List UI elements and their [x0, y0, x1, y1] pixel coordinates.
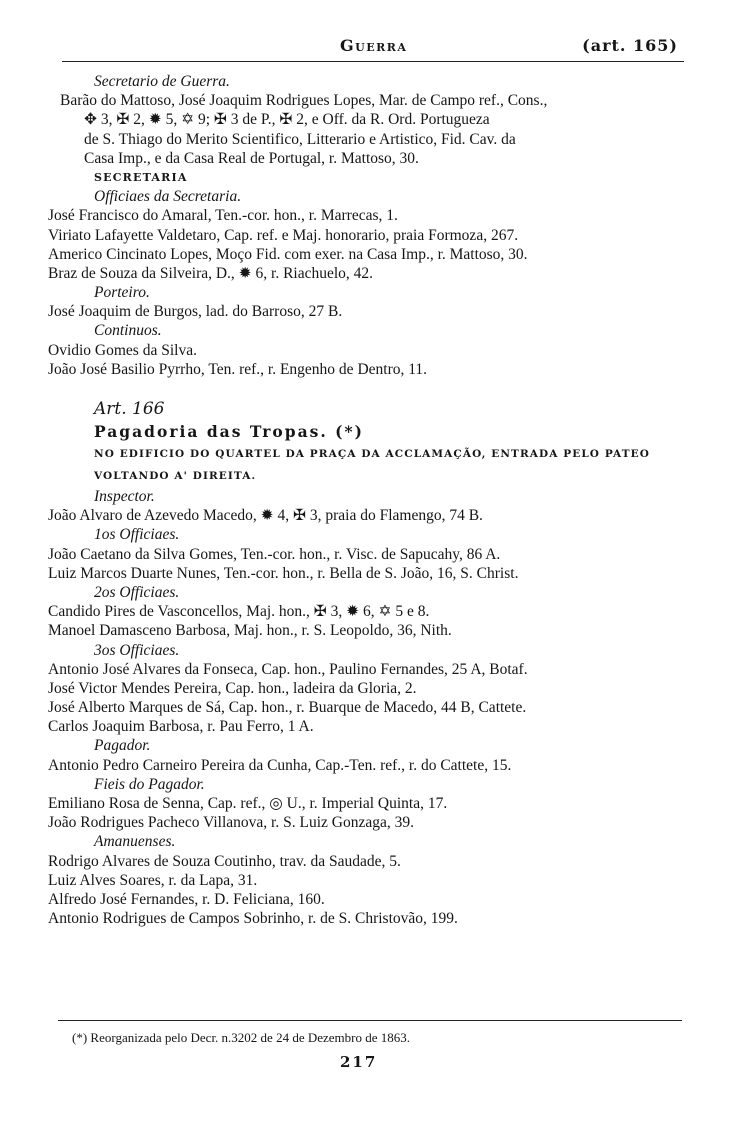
- section-subheading: Porteiro.: [94, 284, 150, 302]
- entry-line: Viriato Lafayette Valdetaro, Cap. ref. e Maj. honorario, praia Formoza, 267.: [48, 226, 519, 244]
- entry-line: ✥ 3, ✠ 2, ✹ 5, ✡ 9; ✠ 3 de P., ✠ 2, e Off. da R. Ord. Portugueza: [84, 111, 490, 129]
- section-subheading: Fieis do Pagador.: [94, 775, 205, 793]
- entry-line: SECRETARIA: [94, 170, 188, 184]
- article-reference: (art. 165): [582, 36, 678, 55]
- entry-line: Luiz Alves Soares, r. da Lapa, 31.: [48, 871, 258, 889]
- running-title: Guerra: [340, 36, 408, 55]
- section-subheading: Inspector.: [94, 488, 155, 505]
- entry-line: Antonio José Alvares da Fonseca, Cap. hon., Paulino Fernandes, 25 A, Botaf.: [48, 660, 528, 678]
- entry-line: José Alberto Marques de Sá, Cap. hon., r. Buarque de Macedo, 44 B, Cattete.: [48, 699, 527, 717]
- entry-line: Barão do Mattoso, José Joaquim Rodrigues Lopes, Mar. de Campo ref., Cons.,: [60, 92, 548, 110]
- section-subheading: 1os Officiaes.: [94, 526, 180, 544]
- entry-line: João Rodrigues Pacheco Villanova, r. S. Luiz Gonzaga, 39.: [48, 814, 414, 832]
- entry-line: Emiliano Rosa de Senna, Cap. ref., ◎ U., r. Imperial Quinta, 17.: [48, 795, 448, 812]
- entry-line: Rodrigo Alvares de Souza Coutinho, trav. da Saudade, 5.: [48, 852, 401, 870]
- entry-line: João Alvaro de Azevedo Macedo, ✹ 4, ✠ 3, praia do Flamengo, 74 B.: [48, 507, 483, 525]
- page-body: [48, 72, 688, 928]
- section-title: Pagadoria das Tropas. (*): [94, 422, 364, 441]
- section-subheading: Secretario de Guerra.: [94, 73, 230, 90]
- pagadoria-block: [48, 487, 688, 928]
- entry-line: Americo Cincinato Lopes, Moço Fid. com exer. na Casa Imp., r. Mattoso, 30.: [48, 245, 528, 263]
- entry-line: Antonio Rodrigues de Campos Sobrinho, r. de S. Christovão, 199.: [48, 910, 458, 928]
- entry-line: Casa Imp., e da Casa Real de Portugal, r. Mattoso, 30.: [84, 149, 419, 167]
- page-number: 217: [340, 1053, 378, 1071]
- section-subheading: 3os Officiaes.: [94, 641, 180, 659]
- entry-line: Braz de Souza da Silveira, D., ✹ 6, r. Riachuelo, 42.: [48, 264, 374, 282]
- section-subheading: Amanuenses.: [94, 833, 176, 851]
- entry-line: de S. Thiago do Merito Scientifico, Litterario e Artistico, Fid. Cav. da: [84, 130, 516, 148]
- footnote: (*) Reorganizada pelo Decr. n.3202 de 24 de Dezembro de 1863.: [72, 1030, 411, 1045]
- entry-line: Carlos Joaquim Barbosa, r. Pau Ferro, 1 A.: [48, 718, 314, 736]
- section-subheading: Pagador.: [94, 737, 151, 755]
- entry-line: José Joaquim de Burgos, lad. do Barroso, 27 B.: [48, 303, 343, 321]
- footnote-rule: [58, 1020, 682, 1021]
- entry-line: Candido Pires de Vasconcellos, Maj. hon., ✠ 3, ✹ 6, ✡ 5 e 8.: [48, 603, 430, 621]
- entry-line: José Francisco do Amaral, Ten.-cor. hon., r. Marrecas, 1.: [48, 207, 398, 225]
- location-notice-line: VOLTANDO A' DIREITA.: [94, 470, 257, 482]
- article-heading: Art. 166: [94, 399, 165, 419]
- section-subheading: 2os Officiaes.: [94, 583, 180, 601]
- entry-line: Ovidio Gomes da Silva.: [48, 341, 197, 359]
- entry-line: Antonio Pedro Carneiro Pereira da Cunha, Cap.-Ten. ref., r. do Cattete, 15.: [48, 756, 512, 774]
- entry-line: Manoel Damasceno Barbosa, Maj. hon., r. S. Leopoldo, 36, Nith.: [48, 622, 452, 640]
- secretaria-block: [48, 72, 688, 379]
- section-subheading: Continuos.: [94, 322, 162, 340]
- entry-line: João Caetano da Silva Gomes, Ten.-cor. hon., r. Visc. de Sapucahy, 86 A.: [48, 545, 501, 563]
- entry-line: José Victor Mendes Pereira, Cap. hon., ladeira da Gloria, 2.: [48, 679, 417, 697]
- page-header: [40, 34, 680, 60]
- location-notice-line: NO EDIFICIO DO QUARTEL DA PRAÇA DA ACCLAMAÇÃO, ENTRADA PELO PATEO: [94, 448, 650, 460]
- entry-line: Alfredo José Fernandes, r. D. Feliciana, 160.: [48, 890, 325, 908]
- entry-line: João José Basilio Pyrrho, Ten. ref., r. Engenho de Dentro, 11.: [48, 360, 428, 378]
- section-subheading: Officiaes da Secretaria.: [94, 188, 242, 206]
- entry-line: Luiz Marcos Duarte Nunes, Ten.-cor. hon., r. Bella de S. João, 16, S. Christ.: [48, 564, 519, 582]
- header-rule: [62, 61, 684, 62]
